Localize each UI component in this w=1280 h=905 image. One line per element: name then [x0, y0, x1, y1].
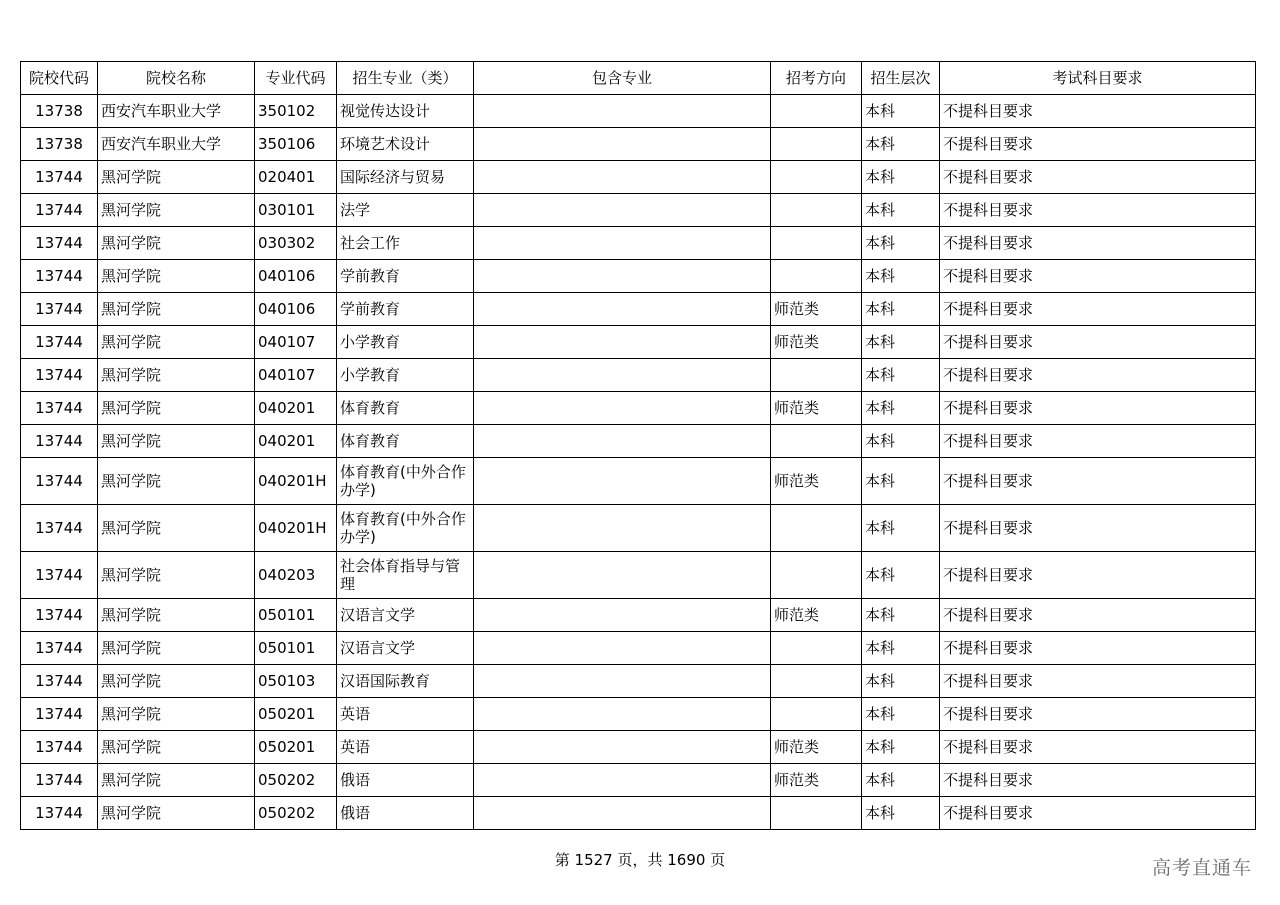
header-row [21, 62, 1256, 95]
table-row [21, 552, 1256, 599]
major-name-cell: 视觉传达设计 [337, 95, 474, 128]
school-code-cell: 13744 [21, 632, 98, 665]
school-code-cell: 13744 [21, 552, 98, 599]
included-majors-cell [474, 392, 771, 425]
major-code-cell: 050101 [255, 599, 337, 632]
direction-cell: 师范类 [771, 326, 862, 359]
school-name-cell: 黑河学院 [98, 632, 255, 665]
major-code-cell: 050201 [255, 698, 337, 731]
school-name-cell: 黑河学院 [98, 392, 255, 425]
included-majors-cell [474, 359, 771, 392]
direction-cell [771, 359, 862, 392]
included-majors-cell [474, 797, 771, 830]
major-name-cell: 小学教育 [337, 359, 474, 392]
subject-requirement-cell: 不提科目要求 [940, 227, 1256, 260]
school-name-cell: 西安汽车职业大学 [98, 128, 255, 161]
major-code-cell: 040201H [255, 458, 337, 505]
school-code-cell: 13744 [21, 665, 98, 698]
table-row [21, 425, 1256, 458]
school-name-cell: 黑河学院 [98, 194, 255, 227]
direction-cell [771, 505, 862, 552]
table-row [21, 665, 1256, 698]
major-code-cell: 040203 [255, 552, 337, 599]
major-name-cell: 体育教育 [337, 425, 474, 458]
major-name-cell: 学前教育 [337, 260, 474, 293]
school-name-cell: 黑河学院 [98, 731, 255, 764]
level-cell: 本科 [862, 599, 940, 632]
level-cell: 本科 [862, 359, 940, 392]
included-majors-cell [474, 260, 771, 293]
level-cell: 本科 [862, 665, 940, 698]
table-row [21, 392, 1256, 425]
major-name-cell: 俄语 [337, 797, 474, 830]
level-cell: 本科 [862, 632, 940, 665]
school-code-cell: 13744 [21, 359, 98, 392]
subject-requirement-cell: 不提科目要求 [940, 552, 1256, 599]
direction-cell: 师范类 [771, 293, 862, 326]
direction-cell: 师范类 [771, 764, 862, 797]
subject-requirement-cell: 不提科目要求 [940, 359, 1256, 392]
school-name-cell: 黑河学院 [98, 227, 255, 260]
school-name-cell: 黑河学院 [98, 797, 255, 830]
school-code-cell: 13738 [21, 95, 98, 128]
major-name-cell: 体育教育 [337, 392, 474, 425]
subject-requirement-cell: 不提科目要求 [940, 599, 1256, 632]
school-name-cell: 黑河学院 [98, 359, 255, 392]
major-code-cell: 350106 [255, 128, 337, 161]
direction-cell [771, 632, 862, 665]
table-row [21, 359, 1256, 392]
subject-requirement-cell: 不提科目要求 [940, 128, 1256, 161]
major-code-cell: 040201 [255, 392, 337, 425]
subject-requirement-cell: 不提科目要求 [940, 194, 1256, 227]
subject-requirement-cell: 不提科目要求 [940, 326, 1256, 359]
subject-requirement-cell: 不提科目要求 [940, 731, 1256, 764]
major-code-cell: 040106 [255, 293, 337, 326]
school-name-cell: 黑河学院 [98, 293, 255, 326]
included-majors-cell [474, 293, 771, 326]
subject-requirement-cell: 不提科目要求 [940, 161, 1256, 194]
included-majors-cell [474, 227, 771, 260]
direction-cell [771, 161, 862, 194]
level-cell: 本科 [862, 293, 940, 326]
table-row [21, 458, 1256, 505]
level-cell: 本科 [862, 95, 940, 128]
level-cell: 本科 [862, 392, 940, 425]
direction-cell [771, 227, 862, 260]
subject-requirement-cell: 不提科目要求 [940, 797, 1256, 830]
header-major-code: 专业代码 [255, 62, 337, 95]
school-name-cell: 西安汽车职业大学 [98, 95, 255, 128]
table-row [21, 260, 1256, 293]
major-code-cell: 040106 [255, 260, 337, 293]
subject-requirement-cell: 不提科目要求 [940, 505, 1256, 552]
school-name-cell: 黑河学院 [98, 425, 255, 458]
major-name-cell: 社会体育指导与管理 [337, 552, 474, 599]
major-name-cell: 汉语国际教育 [337, 665, 474, 698]
table-row [21, 764, 1256, 797]
included-majors-cell [474, 665, 771, 698]
level-cell: 本科 [862, 764, 940, 797]
included-majors-cell [474, 731, 771, 764]
header-level: 招生层次 [862, 62, 940, 95]
included-majors-cell [474, 425, 771, 458]
included-majors-cell [474, 128, 771, 161]
header-major-name: 招生专业（类） [337, 62, 474, 95]
school-name-cell: 黑河学院 [98, 505, 255, 552]
school-code-cell: 13744 [21, 260, 98, 293]
level-cell: 本科 [862, 194, 940, 227]
subject-requirement-cell: 不提科目要求 [940, 698, 1256, 731]
school-code-cell: 13744 [21, 505, 98, 552]
table-row [21, 505, 1256, 552]
direction-cell [771, 128, 862, 161]
direction-cell [771, 425, 862, 458]
table-row [21, 326, 1256, 359]
subject-requirement-cell: 不提科目要求 [940, 95, 1256, 128]
major-code-cell: 040201 [255, 425, 337, 458]
major-name-cell: 环境艺术设计 [337, 128, 474, 161]
direction-cell [771, 698, 862, 731]
major-code-cell: 040107 [255, 359, 337, 392]
table-row [21, 128, 1256, 161]
table-row [21, 731, 1256, 764]
major-name-cell: 体育教育(中外合作办学) [337, 458, 474, 505]
major-code-cell: 020401 [255, 161, 337, 194]
included-majors-cell [474, 95, 771, 128]
school-code-cell: 13744 [21, 392, 98, 425]
level-cell: 本科 [862, 698, 940, 731]
school-code-cell: 13744 [21, 698, 98, 731]
level-cell: 本科 [862, 425, 940, 458]
school-name-cell: 黑河学院 [98, 599, 255, 632]
level-cell: 本科 [862, 505, 940, 552]
school-name-cell: 黑河学院 [98, 665, 255, 698]
major-name-cell: 学前教育 [337, 293, 474, 326]
header-direction: 招考方向 [771, 62, 862, 95]
subject-requirement-cell: 不提科目要求 [940, 293, 1256, 326]
direction-cell: 师范类 [771, 392, 862, 425]
major-name-cell: 汉语言文学 [337, 632, 474, 665]
major-code-cell: 040201H [255, 505, 337, 552]
included-majors-cell [474, 194, 771, 227]
direction-cell: 师范类 [771, 731, 862, 764]
included-majors-cell [474, 632, 771, 665]
watermark-text: 高考直通车 [1151, 857, 1252, 879]
major-code-cell: 030302 [255, 227, 337, 260]
school-code-cell: 13744 [21, 326, 98, 359]
subject-requirement-cell: 不提科目要求 [940, 260, 1256, 293]
school-code-cell: 13738 [21, 128, 98, 161]
school-name-cell: 黑河学院 [98, 764, 255, 797]
direction-cell [771, 797, 862, 830]
major-name-cell: 小学教育 [337, 326, 474, 359]
direction-cell: 师范类 [771, 599, 862, 632]
table-row [21, 161, 1256, 194]
table-row [21, 293, 1256, 326]
table-row [21, 698, 1256, 731]
table-row [21, 194, 1256, 227]
major-name-cell: 国际经济与贸易 [337, 161, 474, 194]
school-code-cell: 13744 [21, 599, 98, 632]
level-cell: 本科 [862, 458, 940, 505]
included-majors-cell [474, 505, 771, 552]
subject-requirement-cell: 不提科目要求 [940, 392, 1256, 425]
header-subject-requirement: 考试科目要求 [940, 62, 1256, 95]
major-name-cell: 英语 [337, 731, 474, 764]
major-name-cell: 体育教育(中外合作办学) [337, 505, 474, 552]
table-row [21, 227, 1256, 260]
header-included-majors: 包含专业 [474, 62, 771, 95]
included-majors-cell [474, 552, 771, 599]
school-code-cell: 13744 [21, 731, 98, 764]
direction-cell [771, 552, 862, 599]
table-row [21, 95, 1256, 128]
major-code-cell: 050202 [255, 797, 337, 830]
major-name-cell: 社会工作 [337, 227, 474, 260]
level-cell: 本科 [862, 260, 940, 293]
major-name-cell: 俄语 [337, 764, 474, 797]
level-cell: 本科 [862, 797, 940, 830]
major-code-cell: 050202 [255, 764, 337, 797]
direction-cell: 师范类 [771, 458, 862, 505]
level-cell: 本科 [862, 552, 940, 599]
major-code-cell: 050201 [255, 731, 337, 764]
admission-table [20, 61, 1256, 830]
school-name-cell: 黑河学院 [98, 552, 255, 599]
included-majors-cell [474, 698, 771, 731]
school-name-cell: 黑河学院 [98, 458, 255, 505]
major-code-cell: 050101 [255, 632, 337, 665]
direction-cell [771, 194, 862, 227]
school-name-cell: 黑河学院 [98, 698, 255, 731]
included-majors-cell [474, 764, 771, 797]
school-name-cell: 黑河学院 [98, 326, 255, 359]
major-code-cell: 350102 [255, 95, 337, 128]
school-code-cell: 13744 [21, 194, 98, 227]
table-row [21, 599, 1256, 632]
school-code-cell: 13744 [21, 293, 98, 326]
table-row [21, 797, 1256, 830]
level-cell: 本科 [862, 731, 940, 764]
major-code-cell: 040107 [255, 326, 337, 359]
major-name-cell: 汉语言文学 [337, 599, 474, 632]
subject-requirement-cell: 不提科目要求 [940, 425, 1256, 458]
school-code-cell: 13744 [21, 764, 98, 797]
page-number: 第 1527 页，共 1690 页 [554, 851, 726, 869]
subject-requirement-cell: 不提科目要求 [940, 632, 1256, 665]
school-code-cell: 13744 [21, 425, 98, 458]
included-majors-cell [474, 599, 771, 632]
subject-requirement-cell: 不提科目要求 [940, 764, 1256, 797]
school-code-cell: 13744 [21, 227, 98, 260]
direction-cell [771, 95, 862, 128]
table-row [21, 632, 1256, 665]
major-name-cell: 法学 [337, 194, 474, 227]
direction-cell [771, 260, 862, 293]
included-majors-cell [474, 161, 771, 194]
school-name-cell: 黑河学院 [98, 260, 255, 293]
included-majors-cell [474, 326, 771, 359]
school-name-cell: 黑河学院 [98, 161, 255, 194]
level-cell: 本科 [862, 161, 940, 194]
header-school-name: 院校名称 [98, 62, 255, 95]
major-code-cell: 030101 [255, 194, 337, 227]
header-school-code: 院校代码 [21, 62, 98, 95]
level-cell: 本科 [862, 326, 940, 359]
school-code-cell: 13744 [21, 458, 98, 505]
level-cell: 本科 [862, 227, 940, 260]
school-code-cell: 13744 [21, 161, 98, 194]
direction-cell [771, 665, 862, 698]
subject-requirement-cell: 不提科目要求 [940, 458, 1256, 505]
included-majors-cell [474, 458, 771, 505]
table-body [21, 95, 1256, 830]
major-name-cell: 英语 [337, 698, 474, 731]
school-code-cell: 13744 [21, 797, 98, 830]
level-cell: 本科 [862, 128, 940, 161]
major-code-cell: 050103 [255, 665, 337, 698]
subject-requirement-cell: 不提科目要求 [940, 665, 1256, 698]
